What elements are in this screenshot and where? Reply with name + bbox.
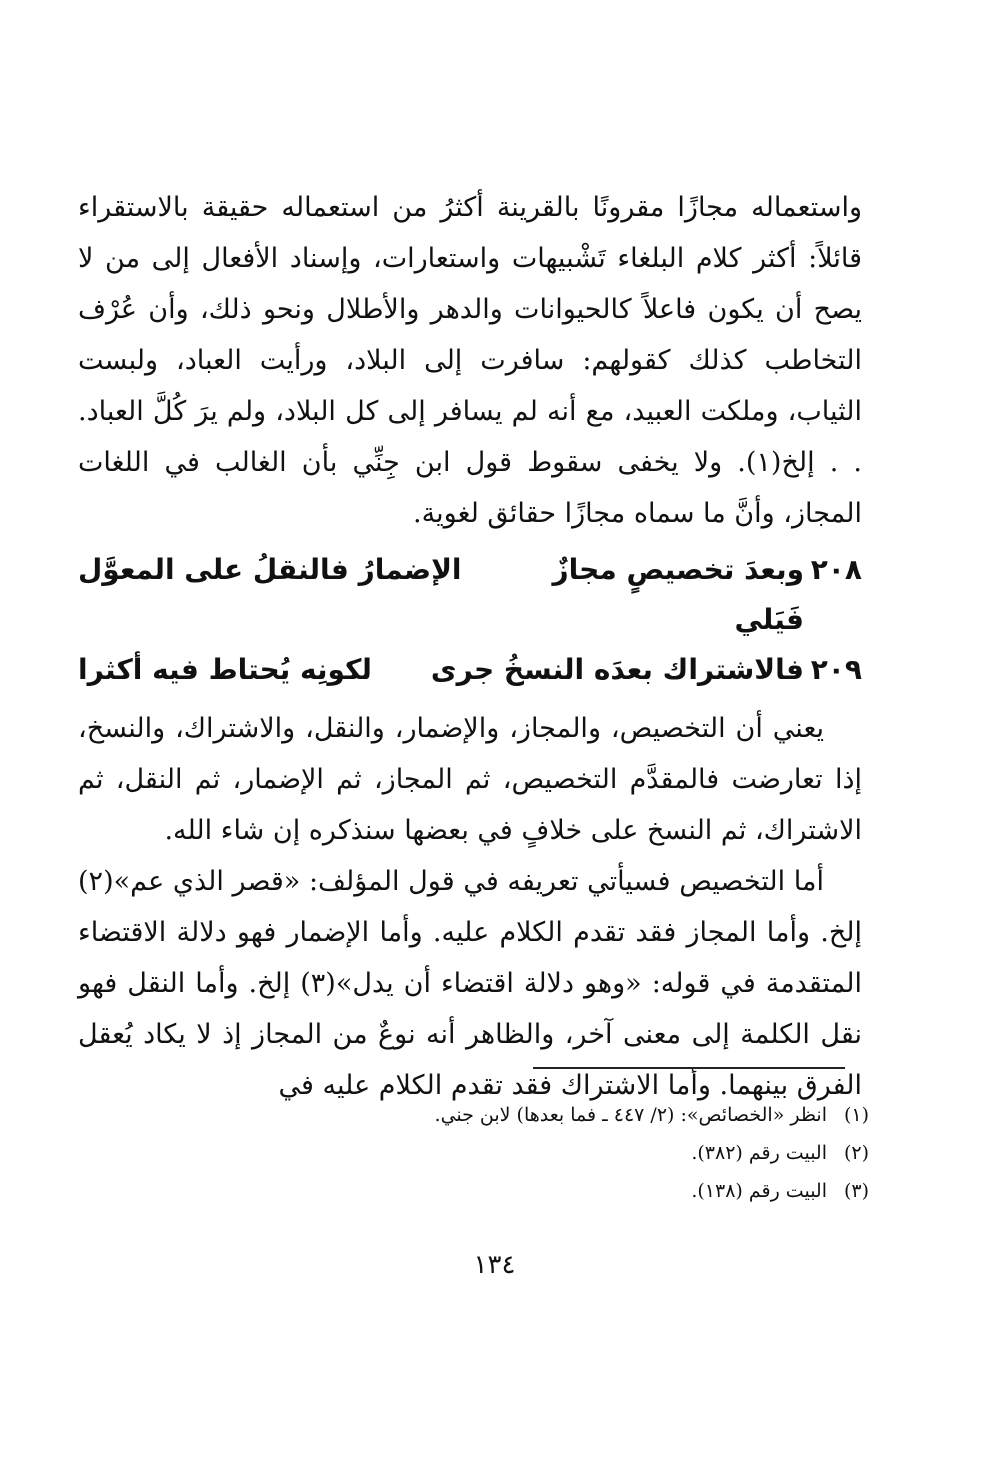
- footnote-divider: [533, 1067, 845, 1069]
- verse-block: [78, 545, 862, 695]
- verse-first-half: فالاشتراك بعدَه النسخُ جرى: [430, 653, 804, 686]
- verse-second-half: الإضمارُ فالنقلُ على المعوَّل: [78, 553, 462, 586]
- commentary-paragraph-2: أما التخصيص فسيأتي تعريفه في قول المؤلف: «قصر الذي عم»(٢) إلخ. وأما المجاز فقد تقدم الكلام عليه. وأما الإضمار فهو دلالة الاقتضاء المتقدمة في قوله: «وهو دلالة اقتضاء أن يدل»(٣) إلخ. وأما النقل فهو نقل الكلمة إلى معنى آخر، والظاهر أنه نوعٌ من المجاز إذ لا يكاد يُعقل الفرق بينهما. وأما الاشتراك فقد تقدم الكلام عليه في: [78, 866, 862, 1101]
- footnote-text: البيت رقم (٣٨٢).: [691, 1142, 827, 1164]
- footnote: [169, 1096, 869, 1134]
- footnote-mark: (٣): [843, 1180, 869, 1202]
- footnote-text: البيت رقم (١٣٨).: [691, 1180, 827, 1202]
- commentary-paragraph-1: يعني أن التخصيص، والمجاز، والإضمار، والنقل، والاشتراك، والنسخ، إذا تعارضت فالمقدَّم التخصيص، ثم المجاز، ثم الإضمار، ثم النقل، ثم الاشتراك، ثم النسخ على خلافٍ في بعضها سنذكره إن شاء الله.: [78, 713, 862, 846]
- footnote-text: انظر «الخصائص»: (٢/ ٤٤٧ ـ فما بعدها) لابن جني.: [434, 1104, 827, 1126]
- verse-number: ٢٠٨: [810, 553, 862, 586]
- page-body: [78, 182, 862, 1111]
- footnote-mark: (١): [843, 1104, 869, 1126]
- verse-number: ٢٠٩: [810, 653, 862, 686]
- footnote: [169, 1134, 869, 1172]
- footnote-mark: (٢): [843, 1142, 869, 1164]
- footnote: [169, 1172, 869, 1210]
- verse-line: [78, 645, 862, 695]
- body-paragraph-1: واستعماله مجازًا مقرونًا بالقرينة أكثرُ من استعماله حقيقة بالاستقراء قائلاً: أكثر كلام البلغاء تَشْبيهات واستعارات، وإسناد الأفعال إلى من لا يصح أن يكون فاعلاً كالحيوانات والدهر والأطلال ونحو ذلك، وأن عُرْف التخاطب كذلك كقولهم: سافرت إلى البلاد، ورأيت العباد، ولبست الثياب، وملكت العبيد، مع أنه لم يسافر إلى كل البلاد، ولم يرَ كُلَّ العباد. . . إلخ(١). ولا يخفى سقوط قول ابن جِنِّي بأن الغالب في اللغات المجاز، وأنَّ ما سماه مجازًا حقائق لغوية.: [78, 192, 862, 529]
- footnotes: [169, 1096, 869, 1210]
- verse-first-half: وبعدَ تخصيصٍ مجازٌ فَيَلي: [552, 553, 804, 636]
- verse-line: [78, 545, 862, 645]
- verse-second-half: لكونِه يُحتاط فيه أكثرا: [78, 653, 372, 686]
- page-number: ١٣٤: [473, 1250, 516, 1280]
